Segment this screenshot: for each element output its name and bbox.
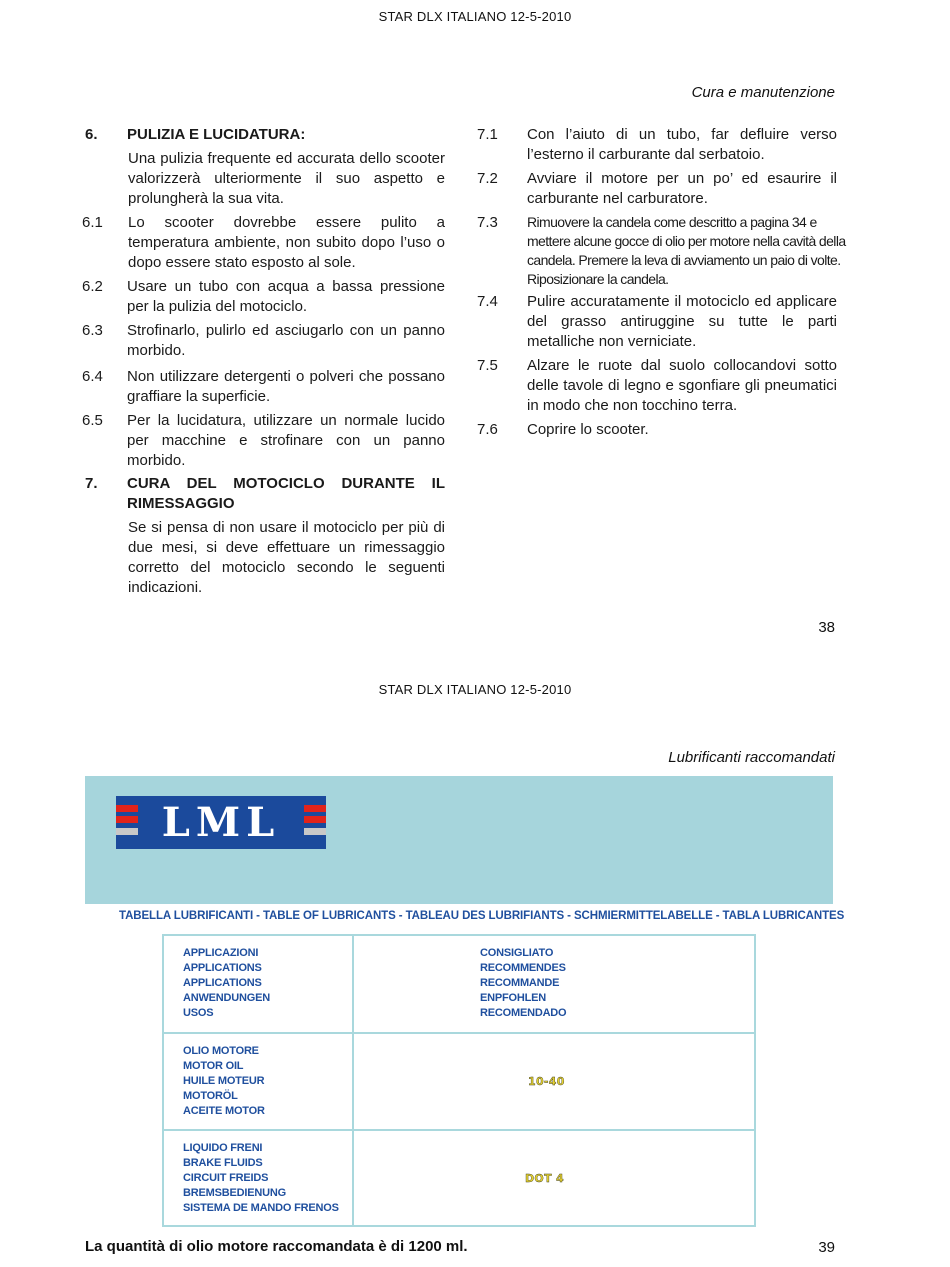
list-item xyxy=(477,213,849,289)
list-item xyxy=(82,277,445,317)
item-text: Con l’aiuto di un tubo, far defluire verso l’esterno il carburante dal serbatoio. xyxy=(527,126,837,163)
list-item xyxy=(477,292,837,352)
cell-text: RECOMMENDES xyxy=(480,962,566,974)
list-item xyxy=(82,367,445,407)
item-text: Avviare il motore per un po’ ed esaurire il carburante nel carburatore. xyxy=(527,170,837,207)
paragraph: Una pulizia frequente ed accurata dello scooter valorizzerà ulteriormente il suo aspetto e prolungherà la sua vita. xyxy=(128,150,445,207)
list-item xyxy=(477,356,837,416)
section-6-intro xyxy=(85,149,445,209)
cell-text: MOTORÖL xyxy=(183,1090,238,1102)
cell-text: APPLICAZIONI xyxy=(183,947,259,959)
item-number: 6.2 xyxy=(82,278,103,295)
table-divider xyxy=(352,936,354,1225)
item-text: Coprire lo scooter. xyxy=(527,421,649,438)
lubricants-table-title: TABELLA LUBRIFICANTI - TABLE OF LUBRICANTS - TABLEAU DES LUBRIFIANTS - SCHMIERMITTELABELLE - TABLA LUBRICANTES xyxy=(119,910,845,922)
paragraph: Se si pensa di non usare il motociclo per più di due mesi, si deve effettuare un rimessaggio corretto del motociclo secondo le seguenti indicazioni. xyxy=(128,519,445,596)
item-number: 7.6 xyxy=(477,421,498,438)
cell-text: LIQUIDO FRENI xyxy=(183,1142,263,1154)
list-item xyxy=(477,125,837,165)
section-title: Cura e manutenzione xyxy=(691,84,835,101)
section-7-heading xyxy=(85,474,445,514)
lml-logo xyxy=(116,796,326,849)
section-title-text: CURA DEL MOTOCICLO DURANTE IL RIMESSAGGIO xyxy=(127,475,445,512)
section-title: Lubrificanti raccomandati xyxy=(668,749,835,766)
cell-text: MOTOR OIL xyxy=(183,1060,244,1072)
lubricants-table xyxy=(162,934,756,1227)
row-motor-oil-label xyxy=(183,1044,265,1119)
page-header: STAR DLX ITALIANO 12-5-2010 xyxy=(378,9,572,24)
item-text: Strofinarlo, pulirlo ed asciugarlo con un panno morbido. xyxy=(127,322,445,359)
section-title-text: PULIZIA E LUCIDATURA: xyxy=(127,126,306,143)
item-text: Usare un tubo con acqua a bassa pressione per la pulizia del motociclo. xyxy=(127,278,445,315)
item-text: Lo scooter dovrebbe essere pulito a temperatura ambiente, non subito dopo l’uso o dopo essere stato esposto al sole. xyxy=(128,214,445,271)
table-divider xyxy=(164,1129,754,1131)
cell-text: APPLICATIONS xyxy=(183,977,262,989)
motor-oil-value: 10-40 xyxy=(528,1075,565,1088)
cell-text: RECOMENDADO xyxy=(480,1007,567,1019)
item-number: 7.2 xyxy=(477,170,498,187)
section-7-intro xyxy=(85,518,445,598)
item-number: 6.3 xyxy=(82,322,103,339)
cell-text: BREMSBEDIENUNG xyxy=(183,1187,286,1199)
logo-text: LML xyxy=(161,799,281,846)
item-number: 6.5 xyxy=(82,412,103,429)
section-6-heading xyxy=(85,125,445,145)
section-number: 6. xyxy=(85,126,98,143)
page-number: 39 xyxy=(818,1239,835,1256)
list-item xyxy=(82,411,445,471)
cell-text: USOS xyxy=(183,1007,214,1019)
item-number: 6.4 xyxy=(82,368,103,385)
item-number: 6.1 xyxy=(82,214,103,231)
cell-text: CIRCUIT FREIDS xyxy=(183,1172,269,1184)
header-recommended xyxy=(480,946,566,1021)
cell-text: ANWENDUNGEN xyxy=(183,992,271,1004)
item-text: Alzare le ruote dal suolo collocandovi sotto delle tavole di legno e sgonfiare gli pneumatici in modo che non tocchino terra. xyxy=(527,357,837,414)
item-number: 7.1 xyxy=(477,126,498,143)
section-number: 7. xyxy=(85,475,98,492)
cell-text: ACEITE MOTOR xyxy=(183,1105,265,1117)
page-number: 38 xyxy=(818,619,835,636)
lml-banner xyxy=(85,776,833,904)
item-text: Non utilizzare detergenti o polveri che possano graffiare la superficie. xyxy=(127,368,445,405)
cell-text: BRAKE FLUIDS xyxy=(183,1157,263,1169)
cell-text: RECOMMANDE xyxy=(480,977,560,989)
cell-text: APPLICATIONS xyxy=(183,962,262,974)
item-text: Pulire accuratamente il motociclo ed applicare del grasso antiruggine su tutte le parti metalliche non verniciate. xyxy=(527,293,837,350)
page-header: STAR DLX ITALIANO 12-5-2010 xyxy=(378,682,572,697)
cell-text: CONSIGLIATO xyxy=(480,947,554,959)
list-item xyxy=(82,321,445,361)
item-text: Per la lucidatura, utilizzare un normale lucido per macchine e strofinare con un panno morbido. xyxy=(127,412,445,469)
item-number: 7.4 xyxy=(477,293,498,310)
oil-quantity-note: La quantità di olio motore raccomandata è di 1200 ml. xyxy=(85,1238,468,1255)
item-number: 7.3 xyxy=(477,214,498,231)
cell-text: OLIO MOTORE xyxy=(183,1045,259,1057)
item-text: Rimuovere la candela come descritto a pagina 34 e mettere alcune gocce di olio per motore nella cavità della candela. Premere la leva di avviamento un paio di volte. Riposizionare la candela. xyxy=(527,214,846,287)
list-item xyxy=(477,420,837,440)
row-brake-fluid-label xyxy=(183,1141,339,1216)
table-divider xyxy=(164,1032,754,1034)
cell-text: SISTEMA DE MANDO FRENOS xyxy=(183,1202,339,1214)
cell-text: HUILE MOTEUR xyxy=(183,1075,265,1087)
cell-text: ENPFOHLEN xyxy=(480,992,547,1004)
header-applications xyxy=(183,946,270,1021)
item-number: 7.5 xyxy=(477,357,498,374)
list-item xyxy=(477,169,837,209)
list-item xyxy=(82,213,445,273)
brake-fluid-value: DOT 4 xyxy=(525,1172,564,1185)
